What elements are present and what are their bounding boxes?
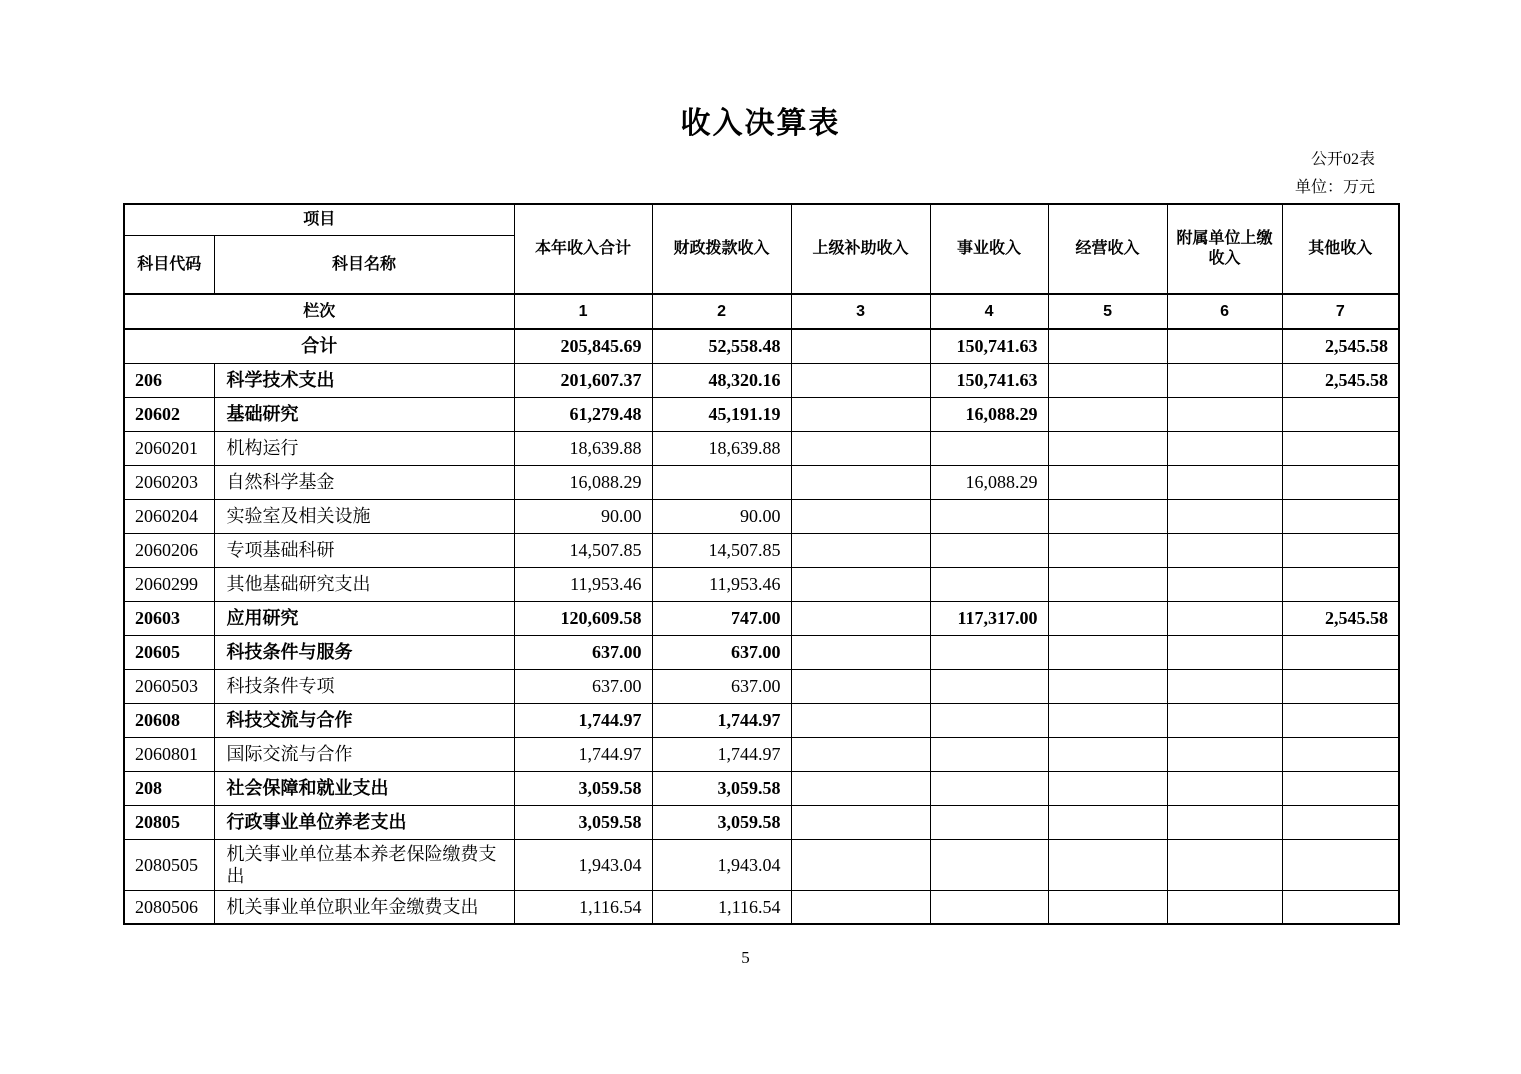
cell-subject-code: 20605 [124, 635, 214, 669]
cell-subject-code: 2060204 [124, 499, 214, 533]
table-row [124, 363, 1399, 397]
cell-value-col-1: 120,609.58 [514, 601, 652, 635]
cell-value-col-3 [791, 601, 930, 635]
header-colnum-4: 4 [930, 294, 1048, 329]
cell-value-col-1: 637.00 [514, 635, 652, 669]
cell-value-col-3 [791, 363, 930, 397]
cell-value-col-6 [1167, 703, 1282, 737]
cell-value-col-3 [791, 431, 930, 465]
cell-value-col-7 [1282, 839, 1399, 890]
cell-value-col-7 [1282, 669, 1399, 703]
cell-subject-name: 国际交流与合作 [214, 737, 514, 771]
cell-value-col-5 [1048, 601, 1167, 635]
cell-value-col-4: 150,741.63 [930, 329, 1048, 363]
cell-subject-code: 20602 [124, 397, 214, 431]
table-row [124, 567, 1399, 601]
cell-value-col-1: 201,607.37 [514, 363, 652, 397]
cell-value-col-4 [930, 567, 1048, 601]
header-row-project [124, 204, 1399, 236]
header-colnum-1: 1 [514, 294, 652, 329]
cell-value-col-6 [1167, 669, 1282, 703]
cell-value-col-7: 2,545.58 [1282, 329, 1399, 363]
cell-value-col-1: 11,953.46 [514, 567, 652, 601]
cell-value-col-6 [1167, 839, 1282, 890]
cell-subject-name: 科技条件与服务 [214, 635, 514, 669]
cell-subject-code: 206 [124, 363, 214, 397]
cell-value-col-7 [1282, 635, 1399, 669]
cell-subject-code: 2060503 [124, 669, 214, 703]
unit-note: 单位：万元 [1294, 179, 1375, 196]
cell-subject-code: 2060206 [124, 533, 214, 567]
cell-value-col-7 [1282, 397, 1399, 431]
cell-value-col-6 [1167, 363, 1282, 397]
cell-value-col-5 [1048, 703, 1167, 737]
cell-value-col-1: 637.00 [514, 669, 652, 703]
table-row [124, 499, 1399, 533]
cell-value-col-7 [1282, 805, 1399, 839]
cell-value-col-4 [930, 635, 1048, 669]
header-subject-name: 科目名称 [214, 236, 514, 295]
cell-value-col-1: 1,943.04 [514, 839, 652, 890]
cell-value-col-6 [1167, 737, 1282, 771]
cell-value-col-5 [1048, 533, 1167, 567]
cell-subject-code: 2080506 [124, 890, 214, 924]
cell-value-col-6 [1167, 499, 1282, 533]
cell-subject-name: 科学技术支出 [214, 363, 514, 397]
cell-value-col-3 [791, 533, 930, 567]
cell-subject-name: 机关事业单位职业年金缴费支出 [214, 890, 514, 924]
cell-subject-name: 机构运行 [214, 431, 514, 465]
page-title: 收入决算表 [680, 107, 841, 140]
cell-value-col-5 [1048, 465, 1167, 499]
cell-value-col-6 [1167, 465, 1282, 499]
cell-subject-code: 2060299 [124, 567, 214, 601]
cell-value-col-7: 2,545.58 [1282, 363, 1399, 397]
header-row-rank [124, 294, 1399, 329]
income-final-accounts-table [123, 203, 1400, 925]
header-rank-label: 栏次 [124, 294, 514, 329]
cell-subject-name: 科技交流与合作 [214, 703, 514, 737]
cell-value-col-2: 3,059.58 [652, 805, 791, 839]
cell-value-col-7 [1282, 499, 1399, 533]
cell-subject-code: 208 [124, 771, 214, 805]
cell-value-col-3 [791, 397, 930, 431]
cell-total-label: 合计 [124, 329, 514, 363]
cell-value-col-5 [1048, 397, 1167, 431]
header-colnum-6: 6 [1167, 294, 1282, 329]
cell-value-col-2: 637.00 [652, 635, 791, 669]
cell-value-col-2: 747.00 [652, 601, 791, 635]
cell-value-col-4 [930, 839, 1048, 890]
cell-value-col-7 [1282, 431, 1399, 465]
cell-subject-name: 科技条件专项 [214, 669, 514, 703]
cell-value-col-3 [791, 737, 930, 771]
cell-value-col-1: 1,116.54 [514, 890, 652, 924]
table-row [124, 703, 1399, 737]
table-row [124, 465, 1399, 499]
cell-value-col-7 [1282, 567, 1399, 601]
cell-value-col-5 [1048, 499, 1167, 533]
cell-value-col-3 [791, 890, 930, 924]
cell-value-col-3 [791, 499, 930, 533]
cell-value-col-2: 637.00 [652, 669, 791, 703]
table-row [124, 533, 1399, 567]
cell-value-col-2: 1,744.97 [652, 737, 791, 771]
cell-value-col-2: 52,558.48 [652, 329, 791, 363]
cell-value-col-5 [1048, 771, 1167, 805]
table-row [124, 635, 1399, 669]
header-colnum-3: 3 [791, 294, 930, 329]
cell-value-col-5 [1048, 363, 1167, 397]
cell-value-col-6 [1167, 805, 1282, 839]
cell-value-col-4 [930, 499, 1048, 533]
cell-subject-code: 2060201 [124, 431, 214, 465]
cell-subject-name: 社会保障和就业支出 [214, 771, 514, 805]
table-row [124, 431, 1399, 465]
cell-subject-name: 专项基础科研 [214, 533, 514, 567]
cell-value-col-3 [791, 771, 930, 805]
cell-value-col-6 [1167, 567, 1282, 601]
cell-value-col-7 [1282, 890, 1399, 924]
table-row [124, 601, 1399, 635]
header-subject-code: 科目代码 [124, 236, 214, 295]
header-colnum-5: 5 [1048, 294, 1167, 329]
cell-value-col-6 [1167, 601, 1282, 635]
cell-value-col-3 [791, 465, 930, 499]
cell-value-col-2: 18,639.88 [652, 431, 791, 465]
cell-value-col-2: 1,943.04 [652, 839, 791, 890]
cell-value-col-3 [791, 839, 930, 890]
cell-value-col-3 [791, 703, 930, 737]
cell-value-col-6 [1167, 329, 1282, 363]
cell-value-col-5 [1048, 890, 1167, 924]
cell-value-col-6 [1167, 635, 1282, 669]
cell-value-col-1: 3,059.58 [514, 805, 652, 839]
cell-value-col-1: 205,845.69 [514, 329, 652, 363]
cell-value-col-7 [1282, 533, 1399, 567]
header-colnum-2: 2 [652, 294, 791, 329]
cell-value-col-6 [1167, 397, 1282, 431]
cell-subject-name: 应用研究 [214, 601, 514, 635]
cell-value-col-7: 2,545.58 [1282, 601, 1399, 635]
cell-value-col-2: 1,116.54 [652, 890, 791, 924]
cell-value-col-5 [1048, 669, 1167, 703]
cell-subject-name: 自然科学基金 [214, 465, 514, 499]
cell-value-col-1: 18,639.88 [514, 431, 652, 465]
cell-value-col-7 [1282, 771, 1399, 805]
cell-value-col-2 [652, 465, 791, 499]
cell-value-col-4 [930, 533, 1048, 567]
cell-value-col-7 [1282, 737, 1399, 771]
cell-value-col-1: 16,088.29 [514, 465, 652, 499]
cell-value-col-1: 1,744.97 [514, 737, 652, 771]
cell-subject-name: 其他基础研究支出 [214, 567, 514, 601]
header-col-business-income: 经营收入 [1048, 204, 1167, 294]
table-row [124, 397, 1399, 431]
cell-value-col-5 [1048, 329, 1167, 363]
cell-subject-code: 20603 [124, 601, 214, 635]
header-col-other-income: 其他收入 [1282, 204, 1399, 294]
header-col-current-year-income-total: 本年收入合计 [514, 204, 652, 294]
cell-value-col-5 [1048, 635, 1167, 669]
cell-value-col-4: 117,317.00 [930, 601, 1048, 635]
cell-value-col-4 [930, 805, 1048, 839]
cell-value-col-2: 48,320.16 [652, 363, 791, 397]
table-row [124, 771, 1399, 805]
cell-value-col-1: 90.00 [514, 499, 652, 533]
table-row [124, 890, 1399, 924]
cell-value-col-6 [1167, 431, 1282, 465]
cell-value-col-2: 3,059.58 [652, 771, 791, 805]
cell-value-col-1: 3,059.58 [514, 771, 652, 805]
cell-value-col-3 [791, 635, 930, 669]
header-col-fiscal-appropriation-income: 财政拨款收入 [652, 204, 791, 294]
table-row [124, 839, 1399, 890]
cell-value-col-4 [930, 890, 1048, 924]
table-row [124, 669, 1399, 703]
cell-value-col-3 [791, 567, 930, 601]
form-number-note: 公开02表 [1310, 151, 1375, 168]
header-col-superior-subsidy-income: 上级补助收入 [791, 204, 930, 294]
table-row [124, 805, 1399, 839]
header-col-affiliated-unit-remittance-income: 附属单位上缴收入 [1167, 204, 1282, 294]
header-col-operational-income: 事业收入 [930, 204, 1048, 294]
cell-subject-name: 行政事业单位养老支出 [214, 805, 514, 839]
cell-value-col-4 [930, 737, 1048, 771]
cell-subject-name: 机关事业单位基本养老保险缴费支出 [214, 839, 514, 890]
cell-value-col-1: 14,507.85 [514, 533, 652, 567]
cell-subject-code: 2080505 [124, 839, 214, 890]
header-colnum-7: 7 [1282, 294, 1399, 329]
cell-value-col-7 [1282, 465, 1399, 499]
cell-value-col-6 [1167, 890, 1282, 924]
cell-value-col-4 [930, 703, 1048, 737]
header-project: 项目 [124, 204, 514, 236]
cell-value-col-5 [1048, 805, 1167, 839]
cell-value-col-4 [930, 431, 1048, 465]
cell-subject-name: 基础研究 [214, 397, 514, 431]
cell-value-col-4 [930, 771, 1048, 805]
cell-value-col-2: 90.00 [652, 499, 791, 533]
cell-value-col-2: 45,191.19 [652, 397, 791, 431]
table-row [124, 329, 1399, 363]
cell-subject-name: 实验室及相关设施 [214, 499, 514, 533]
cell-subject-code: 20608 [124, 703, 214, 737]
cell-value-col-4: 16,088.29 [930, 397, 1048, 431]
cell-value-col-3 [791, 805, 930, 839]
cell-subject-code: 20805 [124, 805, 214, 839]
cell-subject-code: 2060203 [124, 465, 214, 499]
cell-value-col-6 [1167, 771, 1282, 805]
cell-value-col-5 [1048, 431, 1167, 465]
cell-value-col-1: 61,279.48 [514, 397, 652, 431]
table-row [124, 737, 1399, 771]
cell-value-col-2: 11,953.46 [652, 567, 791, 601]
cell-value-col-4: 150,741.63 [930, 363, 1048, 397]
cell-value-col-2: 14,507.85 [652, 533, 791, 567]
cell-value-col-3 [791, 329, 930, 363]
cell-value-col-5 [1048, 737, 1167, 771]
page-number: 5 [741, 948, 750, 967]
cell-subject-code: 2060801 [124, 737, 214, 771]
cell-value-col-4 [930, 669, 1048, 703]
cell-value-col-7 [1282, 703, 1399, 737]
cell-value-col-1: 1,744.97 [514, 703, 652, 737]
cell-value-col-4: 16,088.29 [930, 465, 1048, 499]
cell-value-col-5 [1048, 567, 1167, 601]
cell-value-col-2: 1,744.97 [652, 703, 791, 737]
cell-value-col-5 [1048, 839, 1167, 890]
cell-value-col-3 [791, 669, 930, 703]
cell-value-col-6 [1167, 533, 1282, 567]
